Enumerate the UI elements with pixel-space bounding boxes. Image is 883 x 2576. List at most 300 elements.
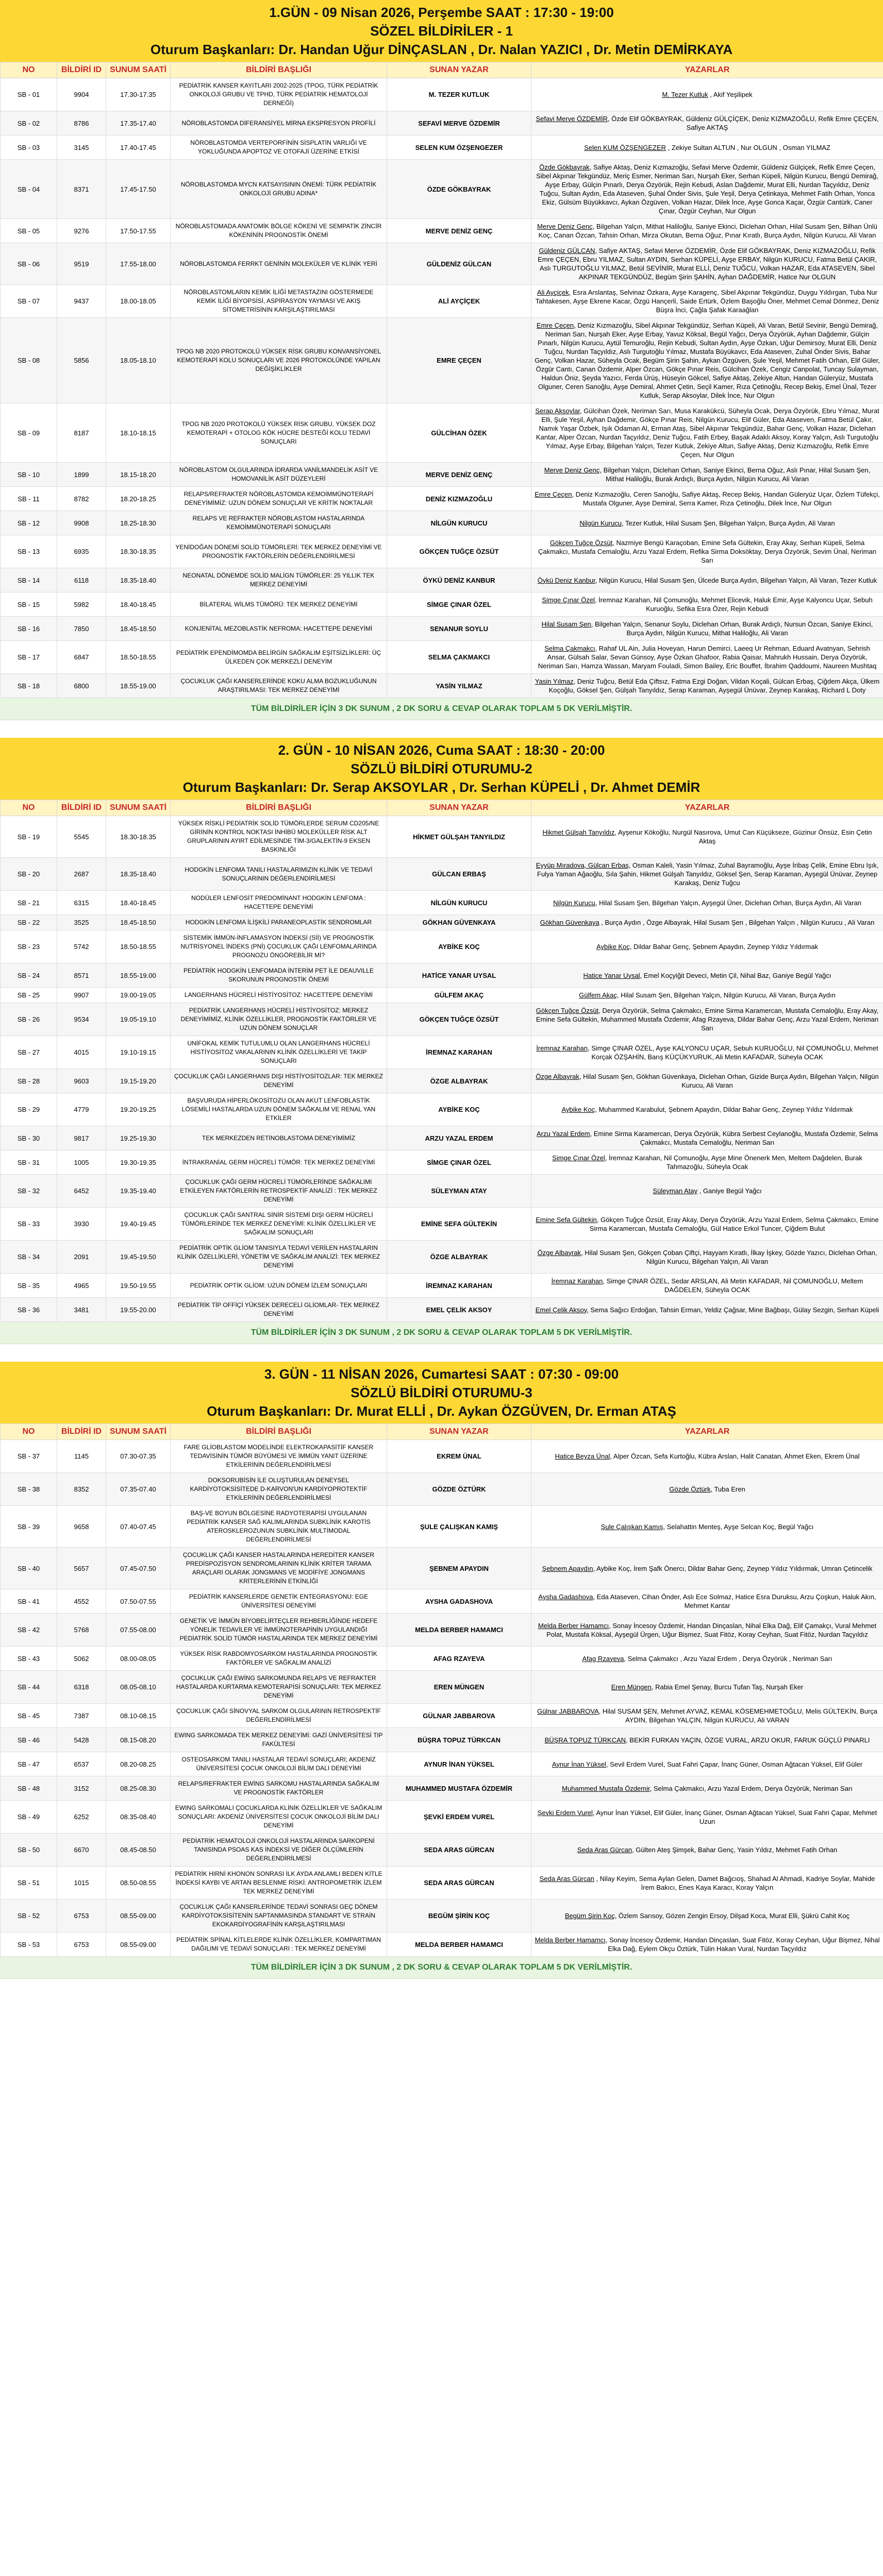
table-row <box>1 1126 883 1150</box>
abstract-title: PEDİATRİK EPENDİMOMDA BELİRGİN SAĞKALIM EŞİTSİZLİKLERİ: ÜÇ ÜLKEDEN ÇOK MERKEZLİ DENEYİM <box>171 641 387 674</box>
author-list <box>531 135 883 160</box>
presentation-time: 08.00-08.05 <box>106 1647 171 1671</box>
abstract-title: FARE GLİOBLASTOM MODELİNDE ELEKTROKAPASİTİF KANSER TEDAVİSİNİN TÜMÖR BÜYÜMESİ VE İMMÜN YANIT ÜZERİNE ETKİLERİNİN DEĞERLENDİRİLMESİ <box>171 1440 387 1473</box>
first-author: Hikmet Gülşah Tanyıldız <box>542 828 615 836</box>
table-row <box>1 535 883 568</box>
abstract-no: SB - 20 <box>1 858 57 891</box>
presenting-author: SEFAVİ MERVE ÖZDEMİR <box>387 111 531 135</box>
first-author: Güldeniz GÜLCAN <box>539 247 595 255</box>
first-author: BÜŞRA TOPUZ TÜRKCAN <box>544 1736 626 1744</box>
abstract-no: SB - 26 <box>1 1003 57 1036</box>
author-list <box>531 463 883 487</box>
session-chairs: Oturum Başkanları: Dr. Handan Uğur DİNÇASLAN , Dr. Nalan YAZICI , Dr. Metin DEMİRKAYA <box>150 42 733 57</box>
abstract-id: 2687 <box>57 858 106 891</box>
abstract-no: SB - 15 <box>1 592 57 617</box>
abstract-title: PEDİATRİK LANGERHANS HÜCRELİ HİSTİYOSİTOZ: MERKEZ DENEYİMİMİZ, KLİNİK ÖZELLİKLER, PROGNOSTİK FAKTÖRLER VE UZUN DÖNEM SONUÇLAR <box>171 1003 387 1036</box>
abstract-no: SB - 04 <box>1 160 57 219</box>
presentation-time: 19.45-19.50 <box>106 1241 171 1274</box>
co-authors: , Bilgehan Yalçın, Senanur Soylu, Diclehan Orhan, Burak Ardıçlı, Nursun Özcan, Saniye Ekinci, Burça Aydın, Nilgün Kurucu, Mithat Haliloğlu, Ali Varan <box>591 620 873 637</box>
presentation-time: 17.55-18.00 <box>106 243 171 285</box>
co-authors: , Sonay İncesoy Özdemir, Handan Dinçaslan, Suat Fitöz, Koray Ceyhan, Uğur Bişmez, Nihal Elka Dağ, Eylem Okçu Öztürk, Tülin Hakan Vural, Nurdan Taçyıldız <box>605 1936 880 1953</box>
col-id-header: BİLDİRİ ID <box>57 1424 106 1440</box>
session-chairs: Oturum Başkanları: Dr. Serap AKSOYLAR , Dr. Serhan KÜPELİ , Dr. Ahmet DEMİR <box>182 779 701 795</box>
presentation-time: 18.50-18.55 <box>106 641 171 674</box>
table-row <box>1 674 883 698</box>
abstract-id: 6452 <box>57 1175 106 1208</box>
presenting-author: NİLGÜN KURUCU <box>387 891 531 915</box>
co-authors: , Muhammed Karabulut, Şebnem Apaydın, Dildar Bahar Genç, Zeynep Yıldız Yıldırmak <box>595 1106 853 1113</box>
author-list <box>531 1150 883 1175</box>
first-author: Gözde Öztürk <box>669 1485 711 1493</box>
abstract-no: SB - 31 <box>1 1150 57 1175</box>
abstract-id: 9276 <box>57 219 106 243</box>
abstract-id: 9534 <box>57 1003 106 1036</box>
program-table <box>0 62 883 698</box>
first-author: Emel Çelik Aksoy <box>535 1306 587 1314</box>
first-author: Eren Müngen <box>611 1683 652 1691</box>
presenting-author: GÜLCAN ERBAŞ <box>387 858 531 891</box>
presentation-time: 18.30-18.35 <box>106 535 171 568</box>
abstract-no: SB - 35 <box>1 1274 57 1298</box>
co-authors: , Ayşenur Kökoğlu, Nurgül Nasırova, Umut Can Küçükseze, Güzinur Önsüz, Esin Çetin Aktaş <box>614 828 872 845</box>
abstract-title: EWING SARKOMADA TEK MERKEZ DENEYİMİ: GAZİ ÜNİVERSİTESİ TIP FAKÜLTESİ <box>171 1728 387 1752</box>
co-authors: , Safiye AKTAŞ, Sefavi Merve ÖZDEMİR, Özde Elif GÖKBAYRAK, Deniz KIZMAZOĞLU, Refik Emre ÇEÇEN, Ebru YILMAZ, Sultan AYDIN, Serhan KÜPELİ, Ayşe ERBAY, Nilgün KURUCU, Fatma Betül ÇAKIR, Aslı TURGUTOĞLU YILMAZ, Betül SEVİNİR, Murat ELLİ, Deniz TUĞCU, Volkan HAZAR, Eda ATASEVEN, Sibel AKPINAR TEKGÜNDÜZ, Begüm Şirin ŞAHİN, Ayhan DAĞDEMİR, Hatice Nur OLGUN <box>538 247 877 281</box>
author-list <box>531 1752 883 1776</box>
abstract-id: 6252 <box>57 1801 106 1834</box>
abstract-no: SB - 53 <box>1 1933 57 1957</box>
abstract-title: ÇOCUKLUK ÇAĞI KANSERLERİNDE TEDAVİ SONRASI GEÇ DÖNEM KARDİYOTOKSİSİTENİN SAPTANMASINDA STANDART VE STRAİN EKOKARDİYOGRAFİNİN KARŞILAŞTIRILMASI <box>171 1900 387 1933</box>
abstract-id: 5428 <box>57 1728 106 1752</box>
presenting-author: EKREM ÜNAL <box>387 1440 531 1473</box>
abstract-no: SB - 40 <box>1 1548 57 1589</box>
abstract-no: SB - 41 <box>1 1589 57 1614</box>
abstract-title: ÇOCUKLUK ÇAĞI LANGERHANS DIŞI HİSTİYOSİTOZLAR: TEK MERKEZ DENEYİMİ <box>171 1069 387 1093</box>
abstract-title: BİLATERAL WİLMS TÜMÖRÜ: TEK MERKEZ DENEYİMİ <box>171 592 387 617</box>
co-authors: , BEKİR FURKAN YAÇIN, ÖZGE VURAL, ARZU OKUR, FARUK GÜÇLÜ PINARLI <box>626 1736 870 1744</box>
presenting-author: SEDA ARAS GÜRCAN <box>387 1867 531 1900</box>
abstract-id: 6670 <box>57 1834 106 1867</box>
presentation-time: 18.15-18.20 <box>106 463 171 487</box>
co-authors: , Hilal Susam Şen, Gökhan Güvenkaya, Diclehan Orhan, Gizide Burça Aydın, Bilgehan Yalçın, Nilgün Kurucu, Ali Varan <box>579 1073 879 1089</box>
first-author: Şule Çalışkan Kamış <box>601 1522 663 1531</box>
presenting-author: AYBİKE KOÇ <box>387 1093 531 1126</box>
author-list <box>531 1274 883 1298</box>
table-row <box>1 617 883 641</box>
author-list <box>531 403 883 463</box>
co-authors: , Özlem Sarısoy, Gözen Zengin Ersoy, Dilşad Koca, Murat Elli, Şükrü Cahit Koç <box>614 1912 850 1920</box>
presenting-author: BÜŞRA TOPUZ TÜRKCAN <box>387 1728 531 1752</box>
abstract-id: 8352 <box>57 1473 106 1506</box>
co-authors: , Rahaf UL Ain, Julia Hoveyan, Harun Demirci, Laeeq Ur Rehman, Eduard Avatnyan, Sehrish Ansar, Gülsah Salar, Sevan Günsoy, Ayşe Özkan Ghafoor, Rabia Qaisar, Mahrukh Hussain, Derya Özyörük, Neriman Sarı, Hamza Wassan, Maryam Fouladi, Simon Bailey, Eric Bouffet, İbrahim Qaddoumi, Naureen Mushtaq <box>538 645 877 670</box>
abstract-title: RELAPS/REFRAKTER NÖROBLASTOMDA KEMOİMMÜNOTERAPİ DENEYİMİMİZ: UZUN DÖNEM SONUÇLAR VE KRİTİK NOKTALAR <box>171 487 387 511</box>
author-list <box>531 1069 883 1093</box>
session-chairs: Oturum Başkanları: Dr. Murat ELLİ , Dr. Aykan ÖZGÜVEN, Dr. Erman ATAŞ <box>207 1403 676 1419</box>
abstract-title: TPOG NB 2020 PROTOKOLÜ YÜKSEK RİSK GRUBU KONVANSİYONEL KEMOTERAPİ KOLU SONUÇLARI VE 2026 PROTOKOLÜNDE YAPILAN DEĞİŞİKLİKLER <box>171 318 387 403</box>
table-row <box>1 1150 883 1175</box>
table-row <box>1 135 883 160</box>
abstract-id: 9519 <box>57 243 106 285</box>
table-row <box>1 1933 883 1957</box>
author-list <box>531 963 883 988</box>
abstract-no: SB - 07 <box>1 285 57 318</box>
co-authors: , Rabia Emel Şenay, Burcu Tufan Taş, Nurşah Eker <box>651 1683 804 1691</box>
presentation-time: 19.10-19.15 <box>106 1036 171 1069</box>
abstract-id: 7387 <box>57 1704 106 1728</box>
session-footnote: TÜM BİLDİRİLER İÇİN 3 DK SUNUM , 2 DK SORU & CEVAP OLARAK TOPLAM 5 DK VERİLMİŞTİR. <box>0 1322 883 1344</box>
presentation-time: 19.05-19.10 <box>106 1003 171 1036</box>
abstract-title: PEDİATRİK OPTİK GLİOM TANISIYLA TEDAVİ VERİLEN HASTALARIN KLİNİK ÖZELLİKLERİ, YÖNETİM VE SAĞKALIM ANALİZİ: TEK MERKEZ DENEYİMİ <box>171 1241 387 1274</box>
abstract-title: EWING SARKOMALI ÇOCUKLARDA KLİNİK ÖZELLİKLER VE SAĞKALIM SONUÇLARI: AKDENİZ ÜNİVERSİTESİ ÇOCUK ONKOLOJİ BİLİM DALI DENEYİMİ <box>171 1801 387 1834</box>
abstract-no: SB - 12 <box>1 511 57 535</box>
co-authors: , Gülcihan Özek, Neriman Sarı, Musa Karakükcü, Süheyla Ocak, Derya Özyörük, Ebru Yılmaz, Murat Elli, Şule Yeşil, Ayhan Dağdemir, Gökçe Pınar Reis, Nilgün Kurucu, Elif Güler, Eda Ataseven, Fatma Betül Çakır, Namık Yaşar Özbek, Işık Odaman Al, Erman Ataş, Sibel Akpınar Tekgündüz, Bahar Genç, Volkan Hazar, Diclehan Kantar, Alper Özcan, Nurdan Taçyıldız, Deniz Tuğcu, Fatih Erbey, Başak Adaklı Aksoy, Koray Yalçın, Aslı Turgutoğlu Yılmaz, Ayşe Erbay, Bilgehan Yalçın, Tezer Kutluk, Zekiye Altun, Safiye Aktaş, Deniz Kızmazoğlu, Refik Emre Çeçen, Nur Olgun <box>536 407 879 459</box>
table-row <box>1 1208 883 1241</box>
presentation-time: 19.25-19.30 <box>106 1126 171 1150</box>
author-list <box>531 285 883 318</box>
abstract-id: 4965 <box>57 1274 106 1298</box>
abstract-id: 5545 <box>57 816 106 858</box>
abstract-id: 6753 <box>57 1900 106 1933</box>
abstract-title: PEDİATRİK SPİNAL KİTLELERDE KLİNİK ÖZELLİKLER, KOMPARTIMAN DAĞILIMI VE TEDAVİ SONUÇLARI : TEK MERKEZ DENEYİMİ <box>171 1933 387 1957</box>
abstract-title: NODÜLER LENFOSİT PREDOMİNANT HODGKİN LENFOMA : HACETTEPE DENEYİMİ <box>171 891 387 915</box>
presenting-author: ŞULE ÇALIŞKAN KAMIŞ <box>387 1506 531 1548</box>
author-list <box>531 1933 883 1957</box>
author-list <box>531 535 883 568</box>
abstract-no: SB - 17 <box>1 641 57 674</box>
presenting-author: ÖZGE ALBAYRAK <box>387 1241 531 1274</box>
co-authors: , Hilal Susam Şen, Gökçen Çoban Çiftçi, Hayyam Kıratlı, İlkay İşkey, Gözde Yazıcı, Diclehan Orhan, Nilgün Kurucu, Bilgehan Yalçın, Ali Varan <box>581 1248 877 1265</box>
table-row <box>1 1036 883 1069</box>
abstract-title: PEDİATRİK OPTİK GLİOM: UZUN DÖNEM İZLEM SONUÇLARI <box>171 1274 387 1298</box>
table-row <box>1 1801 883 1834</box>
col-id-header: BİLDİRİ ID <box>57 62 106 78</box>
session-1 <box>0 0 883 720</box>
col-no-header: NO <box>1 62 57 78</box>
abstract-no: SB - 32 <box>1 1175 57 1208</box>
first-author: Begüm Şirin Koç <box>564 1912 615 1920</box>
author-list <box>531 891 883 915</box>
co-authors: , Nazmiye Bengü Karaçoban, Emine Sefa Gültekin, Eray Akay, Serhan Küpeli, Selma Çakmakcı, Mustafa Cemaloğlu, Arzu Yazal Erdem, Refika Sirma Doksöktay, Derya Özyörük, Sevim Ünal, Neriman Sarı <box>538 539 876 564</box>
table-row <box>1 641 883 674</box>
abstract-title: NEONATAL DÖNEMDE SOLİD MALİGN TÜMÖRLER: 25 YILLIK TEK MERKEZ DENEYİMİ <box>171 568 387 592</box>
author-list <box>531 318 883 403</box>
abstract-id: 1899 <box>57 463 106 487</box>
presenting-author: YASİN YILMAZ <box>387 674 531 698</box>
first-author: Serap Aksoylar <box>535 407 580 415</box>
abstract-id: 3525 <box>57 915 106 930</box>
table-row <box>1 1069 883 1093</box>
session-footnote: TÜM BİLDİRİLER İÇİN 3 DK SUNUM , 2 DK SORU & CEVAP OLARAK TOPLAM 5 DK VERİLMİŞTİR. <box>0 1957 883 1979</box>
presentation-time: 08.45-08.50 <box>106 1834 171 1867</box>
abstract-id: 7850 <box>57 617 106 641</box>
abstract-no: SB - 02 <box>1 111 57 135</box>
session-2 <box>0 738 883 1344</box>
abstract-id: 9603 <box>57 1069 106 1093</box>
abstract-title: PEDİATRİK HEMATOLOJİ ONKOLOJİ HASTALARINDA SARKOPENİ TANISINDA PSOAS KAS İNDEKSİ VE DİĞER ÖLÇÜMLERİN DEĞERLENDİRİLMESİ <box>171 1834 387 1867</box>
author-list <box>531 1208 883 1241</box>
first-author: Selen KUM ÖZŞENGEZER <box>584 143 667 151</box>
abstract-title: OSTEOSARKOM TANILI HASTALAR TEDAVİ SONUÇLARI; AKDENİZ ÜNİVERSİTESİ ÇOCUK ONKOLOJİ BİLİM DALI DENEYİMİ <box>171 1752 387 1776</box>
col-no-header: NO <box>1 1424 57 1440</box>
col-title-header: BİLDİRİ BAŞLIĞI <box>171 62 387 78</box>
abstract-id: 8571 <box>57 963 106 988</box>
table-row <box>1 915 883 930</box>
co-authors: , Sevil Erdem Vurel, Suat Fahri Çapar, İnanç Güner, Osman Ağtacan Yüksel, Elif Güler <box>606 1760 863 1768</box>
abstract-id: 1015 <box>57 1867 106 1900</box>
first-author: Öykü Deniz Kanbur <box>537 576 595 584</box>
abstract-no: SB - 09 <box>1 403 57 463</box>
col-presenter-header: SUNAN YAZAR <box>387 62 531 78</box>
presentation-time: 18.55-19.00 <box>106 674 171 698</box>
presenting-author: HİKMET GÜLŞAH TANYILDIZ <box>387 816 531 858</box>
presenting-author: SİMGE ÇINAR ÖZEL <box>387 1150 531 1175</box>
abstract-id: 5742 <box>57 930 106 963</box>
abstract-id: 1145 <box>57 1440 106 1473</box>
abstract-title: PEDİATRİK HODGKİN LENFOMADA İNTERİM PET İLE DEAUVILLE SKORUNUN PROGNOSTİK ÖNEMİ <box>171 963 387 988</box>
author-list <box>531 1834 883 1867</box>
abstract-no: SB - 11 <box>1 487 57 511</box>
presenting-author: ÖYKÜ DENİZ KANBUR <box>387 568 531 592</box>
abstract-title: GENETİK VE İMMÜN BİYOBELİRTEÇLER REHBERLİĞİNDE HEDEFE YÖNELİK TEDAVİLER VE İMMÜNOTERAPİNİN UYGULANDIĞI PEDİATRİK SOLİD TÜMÖR HASTALARINDA TEK MERKEZ DENEYİMİ <box>171 1614 387 1647</box>
abstract-id: 9904 <box>57 78 106 111</box>
session-footnote: TÜM BİLDİRİLER İÇİN 3 DK SUNUM , 2 DK SORU & CEVAP OLARAK TOPLAM 5 DK VERİLMİŞTİR. <box>0 698 883 720</box>
abstract-title: RELAPS VE REFRAKTER NÖROBLASTOM HASTALARINDA KEMOİMMÜNOTERAPİ SONUÇLARI <box>171 511 387 535</box>
author-list <box>531 1506 883 1548</box>
co-authors: , Deniz Tuğcu, Betül Eda Çiftsız, Fatma Ezgi Doğan, Vildan Koçali, Gülcan Erbaş, Çiğdem Akça, Ülkem Koçoğlu, Göksel Şen, Gülşah Tanyıldız, Serap Karaman, Ayşegül Ünüvar, Zeynep Karakaş, Richard L Doty <box>548 677 880 694</box>
co-authors: , Deniz Kızmazoğlu, Ceren Sanoğlu, Safiye Aktaş, Recep Bekiş, Handan Güleryüz Uçar, Özlem Tüfekçi, Mustafa Olguner, Ayşe Demiral, Serra Kamer, Rıza Çetinoğlu, Dilek İnce, Nur Olgun <box>572 490 880 507</box>
first-author: Hilal Susam Şen <box>541 620 591 628</box>
first-author: Özge Albayrak <box>536 1073 579 1080</box>
presenting-author: MUHAMMED MUSTAFA ÖZDEMİR <box>387 1776 531 1801</box>
abstract-title: BAŞ-VE BOYUN BÖLGESİNE RADYOTERAPİSİ UYGULANAN PEDİATRİK KANSER SAĞ KALIMLARINDA SUBKLİNİK KAROTİS ATEROSKLEROZUNUN SUBKLİNİK MULTİMODAL DEĞERLENDİRİLMESİ <box>171 1506 387 1548</box>
table-row <box>1 1671 883 1704</box>
presenting-author: SÜLEYMAN ATAY <box>387 1175 531 1208</box>
abstract-no: SB - 44 <box>1 1671 57 1704</box>
presentation-time: 19.15-19.20 <box>106 1069 171 1093</box>
first-author: Özge Albayrak <box>537 1248 581 1257</box>
first-author: Aynur İnan Yüksel <box>552 1760 606 1768</box>
abstract-title: ÇOCUKLUK ÇAĞI GERM HÜCRELİ TÜMÖRLERİNDE SAĞKALIMI ETKİLEYEN FAKTÖRLERİN RETROSPEKTİF ANALİZİ : TEK MERKEZ DENEYİMİ <box>171 1175 387 1208</box>
session-header <box>0 1362 883 1423</box>
co-authors: , Aynur İnan Yüksel, Elif Güler, İnanç Güner, Osman Ağtacan Yüksel, Suat Fahri Çapar, Mehmet Uzun <box>592 1808 877 1825</box>
presenting-author: ARZU YAZAL ERDEM <box>387 1126 531 1150</box>
presentation-time: 18.35-18.40 <box>106 568 171 592</box>
table-row <box>1 219 883 243</box>
abstract-id: 5856 <box>57 318 106 403</box>
table-row <box>1 318 883 403</box>
abstract-id: 3930 <box>57 1208 106 1241</box>
session-title: SÖZLÜ BİLDİRİ OTURUMU-3 <box>351 1385 532 1400</box>
first-author: Simge Çınar Özel <box>542 596 595 604</box>
section-gap <box>0 720 883 738</box>
co-authors: , Esra Arslantaş, Selvinaz Özkara, Ayşe Karagenç, Sibel Akpınar Tekgündüz, Duygu Yıldırgan, Tuba Nur Tahtakesen, Ayşe Ekrene Kacar, Özgü Hançerli, Saide Ertürk, Özlem Başoğlu Öner, Mehmet Cemal Dönmez, Deniz Büşra İnci, Çağla Şafak Karaağlan <box>535 289 879 314</box>
table-row <box>1 1298 883 1322</box>
presenting-author: GÖKÇEN TUĞÇE ÖZSÜT <box>387 535 531 568</box>
presentation-time: 18.00-18.05 <box>106 285 171 318</box>
presentation-time: 19.55-20.00 <box>106 1298 171 1322</box>
abstract-no: SB - 25 <box>1 988 57 1003</box>
co-authors: , Tuba Eren <box>710 1485 745 1493</box>
table-row <box>1 1776 883 1801</box>
abstract-no: SB - 52 <box>1 1900 57 1933</box>
co-authors: , Hilal Susam Şen, Bilgehan Yalçın, Ayşegül Üner, Diclehan Orhan, Burça Aydın, Ali Varan <box>595 899 861 907</box>
table-header-row <box>1 62 883 78</box>
abstract-no: SB - 06 <box>1 243 57 285</box>
author-list <box>531 1671 883 1704</box>
co-authors: , İremnaz Karahan, Nil Çomunoğlu, Mehmet Elicevik, Haluk Emir, Ayşe Kalyoncu Uçar, Sebuh Kuruoğlu, Sefika Esra Özer, Rejin Kebudi <box>594 596 873 613</box>
abstract-no: SB - 30 <box>1 1126 57 1150</box>
table-row <box>1 78 883 111</box>
presentation-time: 08.10-08.15 <box>106 1704 171 1728</box>
col-authors-header: YAZARLAR <box>531 62 883 78</box>
author-list <box>531 1614 883 1647</box>
abstract-title: İNTRAKRANİAL GERM HÜCRELİ TÜMÖR: TEK MERKEZ DENEYİMİ <box>171 1150 387 1175</box>
abstract-id: 8786 <box>57 111 106 135</box>
presenting-author: MERVE DENİZ GENÇ <box>387 463 531 487</box>
col-time-header: SUNUM SAATİ <box>106 62 171 78</box>
program-table <box>0 1423 883 1957</box>
presentation-time: 19.50-19.55 <box>106 1274 171 1298</box>
first-author: Nilgün Kurucu <box>553 899 595 907</box>
co-authors: , Eda Ataseven, Cihan Önder, Aslı Ece Solmaz, Hatice Esra Duruksu, Arzu Çoşkun, Haluk Akın, Mehmet Kantar <box>593 1593 876 1609</box>
col-presenter-header: SUNAN YAZAR <box>387 1424 531 1440</box>
presenting-author: GÖKÇEN TUĞÇE ÖZSÜT <box>387 1003 531 1036</box>
abstract-title: PEDİATRİK KANSER KAYITLARI 2002-2025 (TPOG, TÜRK PEDİATRİK ONKOLOJİ GRUBU VE TPHD, TÜRK PEDİATRİK HEMATOLOJİ DERNEĞİ) <box>171 78 387 111</box>
author-list <box>531 78 883 111</box>
first-author: Seda Aras Gürcan <box>539 1874 594 1883</box>
abstract-no: SB - 36 <box>1 1298 57 1322</box>
abstract-no: SB - 37 <box>1 1440 57 1473</box>
abstract-no: SB - 14 <box>1 568 57 592</box>
col-title-header: BİLDİRİ BAŞLIĞI <box>171 800 387 816</box>
abstract-no: SB - 05 <box>1 219 57 243</box>
co-authors: , Nilay Keyim, Sema Aylan Gelen, Damet Bağcıoş, Shahad Al Ahmadi, Kadriye Soylar, Mahide İrem Bakıcı, Enes Kaya Karacı, Koray Yalçın <box>594 1874 875 1891</box>
abstract-id: 6847 <box>57 641 106 674</box>
presentation-time: 08.55-09.00 <box>106 1933 171 1957</box>
presentation-time: 19.20-19.25 <box>106 1093 171 1126</box>
co-authors: , Ganiye Begül Yağcı <box>697 1187 762 1195</box>
first-author: Merve Deniz Genç <box>544 466 600 474</box>
table-row <box>1 1647 883 1671</box>
abstract-title: PEDİATRİK KANSERLERDE GENETİK ENTEGRASYONU: EGE ÜNİVERSİTESİ DENEYİMİ <box>171 1589 387 1614</box>
abstract-title: BAŞVURUDA HİPERLÖKOSİTOZU OLAN AKUT LENFOBLASTİK LÖSEMİLİ HASTALARDA UZUN DÖNEM SAĞKALIM VE RENAL YAN ETKİLER <box>171 1093 387 1126</box>
abstract-title: ÇOCUKLUK ÇAĞI SİNOVYAL SARKOM OLGULARININ RETROSPEKTİF DEĞERLENDİRİLMESİ <box>171 1704 387 1728</box>
table-row <box>1 816 883 858</box>
presenting-author: EREN MÜNGEN <box>387 1671 531 1704</box>
author-list <box>531 1589 883 1614</box>
author-list <box>531 1647 883 1671</box>
author-list <box>531 511 883 535</box>
abstract-title: YÜKSEK RİSKLİ PEDİATRİK SOLİD TÜMÖRLERDE SERUM CD205/NE GİRİNİN KONTROL NOKTASI İNHİBÜ MOLEKÜLLER RİSK ALT GRUPLARININ AYIRT EDİLMESİNDE TİM-3/GALEKTİN-9 EKSEN BASKINLIĞI <box>171 816 387 858</box>
session-title: SÖZLÜ BİLDİRİ OTURUMU-2 <box>351 761 532 776</box>
col-time-header: SUNUM SAATİ <box>106 1424 171 1440</box>
first-author: Gökçen Tuğçe Özsüt <box>549 539 613 547</box>
abstract-id: 9817 <box>57 1126 106 1150</box>
presentation-time: 07.30-07.35 <box>106 1440 171 1473</box>
abstract-title: NÖROBLASTOM OLGULARINDA İDRARDA VANİLMANDELİK ASİT VE HOMOVANİLİK ASİT DÜZEYLERİ <box>171 463 387 487</box>
co-authors: , Selma Çakmakcı, Arzu Yazal Erdem, Derya Özyörük, Neriman Sarı <box>649 1784 853 1792</box>
first-author: Emine Sefa Gültekin <box>536 1215 597 1224</box>
first-author: Emre Çeçen <box>535 490 572 498</box>
first-author: Hatice Beyza Ünal <box>555 1452 610 1460</box>
abstract-title: NÖROBLASTOMDA VERTEPORFİNİN SİSPLATİN VARLIĞI VE YOKLUĞUNDA APOPTOZ VE OTOFAJİ ÜZERİNE ETKİSİ <box>171 135 387 160</box>
abstract-title: LANGERHANS HÜCRELİ HİSTİYOSİTOZ: HACETTEPE DENEYİMİ <box>171 988 387 1003</box>
table-row <box>1 111 883 135</box>
author-list <box>531 1704 883 1728</box>
abstract-id: 1005 <box>57 1150 106 1175</box>
abstract-no: SB - 29 <box>1 1093 57 1126</box>
co-authors: , Sonay İncesoy Özdemir, Handan Dinçaslan, Nihal Elka Dağ, Elif Çamakçı, Vural Mehmet Polat, Mustafa Köksal, Ayşegül Ürgen, Uğur Bişmez, Suat Fitöz, Koray Ceyhan, Suat Fitöz, Nurdan Taçyıldız <box>546 1621 877 1638</box>
co-authors: , Zekiye Sultan ALTUN , Nur OLGUN , Osman YILMAZ <box>666 143 830 151</box>
session-3 <box>0 1362 883 1979</box>
abstract-no: SB - 42 <box>1 1614 57 1647</box>
abstract-title: NÖROBLASTOMLARIN KEMİK İLİĞİ METASTAZINI GÖSTERMEDE KEMİK İLİĞİ BİYOPSİSİ, ASPİRASYON YAYMASI VE AKIŞ SİTOMETRİSİNİN KARŞILAŞTIRILMASI <box>171 285 387 318</box>
abstract-title: HODGKİN LENFOMA TANILI HASTALARIMIZIN KLİNİK VE TEDAVİ SONUÇLARININ DEĞERLENDİRİLMESİ <box>171 858 387 891</box>
co-authors: , Burça Aydın , Özge Albayrak, Hilal Susam Şen , Bilgehan Yalçın , Nilgün Kurucu , Ali Varan <box>599 919 875 926</box>
presenting-author: İREMNAZ KARAHAN <box>387 1036 531 1069</box>
presenting-author: MELDA BERBER HAMAMCI <box>387 1933 531 1957</box>
presentation-time: 18.45-18.50 <box>106 617 171 641</box>
col-presenter-header: SUNAN YAZAR <box>387 800 531 816</box>
table-row <box>1 1900 883 1933</box>
presentation-time: 19.40-19.45 <box>106 1208 171 1241</box>
abstract-no: SB - 45 <box>1 1704 57 1728</box>
presentation-time: 18.50-18.55 <box>106 930 171 963</box>
author-list <box>531 592 883 617</box>
co-authors: , Nilgün Kurucu, Hilal Susam Şen, Ülcede Burça Aydın, Bilgehan Yalçın, Ali Varan, Tezer Kutluk <box>595 576 877 584</box>
presentation-time: 07.35-07.40 <box>106 1473 171 1506</box>
abstract-id: 8782 <box>57 487 106 511</box>
presentation-time: 08.50-08.55 <box>106 1867 171 1900</box>
first-author: İremnaz Karahan <box>536 1044 588 1052</box>
abstract-title: TEK MERKEZDEN RETİNOBLASTOMA DENEYİMİMİZ <box>171 1126 387 1150</box>
session-date-time: 1.GÜN - 09 Nisan 2026, Perşembe SAAT : 17:30 - 19:00 <box>269 5 614 20</box>
presentation-time: 07.55-08.00 <box>106 1614 171 1647</box>
presenting-author: SİMGE ÇINAR ÖZEL <box>387 592 531 617</box>
author-list <box>531 617 883 641</box>
abstract-no: SB - 18 <box>1 674 57 698</box>
first-author: Merve Deniz Genç <box>537 223 593 230</box>
presenting-author: GÜLNAR JABBAROVA <box>387 1704 531 1728</box>
author-list <box>531 1440 883 1473</box>
presentation-time: 19.30-19.35 <box>106 1150 171 1175</box>
presentation-time: 17.40-17.45 <box>106 135 171 160</box>
presenting-author: GÜLFEM AKAÇ <box>387 988 531 1003</box>
table-row <box>1 930 883 963</box>
first-author: Gülfem Akaç <box>579 991 617 999</box>
co-authors: , Bilgehan Yalçın, Mithat Haliloğlu, Saniye Ekinci, Diclehan Orhan, Hilal Susam Şen, Bilhan Ünlü Koç, Canan Özcan, Tahsin Orhan, Mirza Okutan, Berna Oğuz, Pınar Kıratlı, Burça Aydın, Nilgün Kurucu, Ali Varan <box>538 223 877 239</box>
table-header-row <box>1 800 883 816</box>
presenting-author: ŞEBNEM APAYDIN <box>387 1548 531 1589</box>
table-row <box>1 1704 883 1728</box>
author-list <box>531 1036 883 1069</box>
table-row <box>1 963 883 988</box>
co-authors: , Hilal Susam Şen, Bilgehan Yalçın, Nilgün Kurucu, Ali Varan, Burça Aydın <box>617 991 836 999</box>
author-list <box>531 1093 883 1126</box>
presenting-author: AYNUR İNAN YÜKSEL <box>387 1752 531 1776</box>
presentation-time: 07.45-07.50 <box>106 1548 171 1589</box>
presentation-time: 18.10-18.15 <box>106 403 171 463</box>
co-authors: , Safiye Aktaş, Deniz Kızmazoğlu, Sefavi Merve Özdemir, Güldeniz Gülçiçek, Refik Emre Çeçen, Sibel Akpınar Tekgündüz, Meriç Esmer, Neriman Sarı, Nurşah Eker, Serhan Küpeli, Nilgün Kurucu, Bengü Demirağ, Ayşe Erbay, Gülçin Pınarlı, Derya Özyörük, Rejin Kebudi, Aslan Dağdemir, Murat Elli, Nurdan Taçyıldız, Deniz Tuğcu, Sultan Aydın, Eda Ataseven, Şuhal Önder Sivis, Şule Yeşil, Derya Çetinkaya, Mehmet Fatih Orhan, Yonca Ekiz, Gülsüm Büyükkavcı, Aykan Özgüven, Volkan Hazar, Dilek İnce, Ayşe Gonca Kaçar, Özgür Cantürk, Caner Çınar, Özgür Ceyhan, Nur Olgun <box>536 163 878 215</box>
co-authors: , Gökçen Tuğçe Özsüt, Eray Akay, Derya Özyörük, Arzu Yazal Erdem, Selma Çakmakcı, Emine Sirma Karamercan, Mustafa Cemaloğlu, Gül Hatice Erkol Tuncer, Çiğdem Bulut <box>589 1215 879 1232</box>
abstract-id: 6318 <box>57 1671 106 1704</box>
table-row <box>1 1473 883 1506</box>
session-date-time: 2. GÜN - 10 NİSAN 2026, Cuma SAAT : 18:30 - 20:00 <box>278 742 605 758</box>
presenting-author: SENANUR SOYLU <box>387 617 531 641</box>
author-list <box>531 930 883 963</box>
abstract-no: SB - 50 <box>1 1834 57 1867</box>
presentation-time: 08.55-09.00 <box>106 1900 171 1933</box>
abstract-id: 6753 <box>57 1933 106 1957</box>
